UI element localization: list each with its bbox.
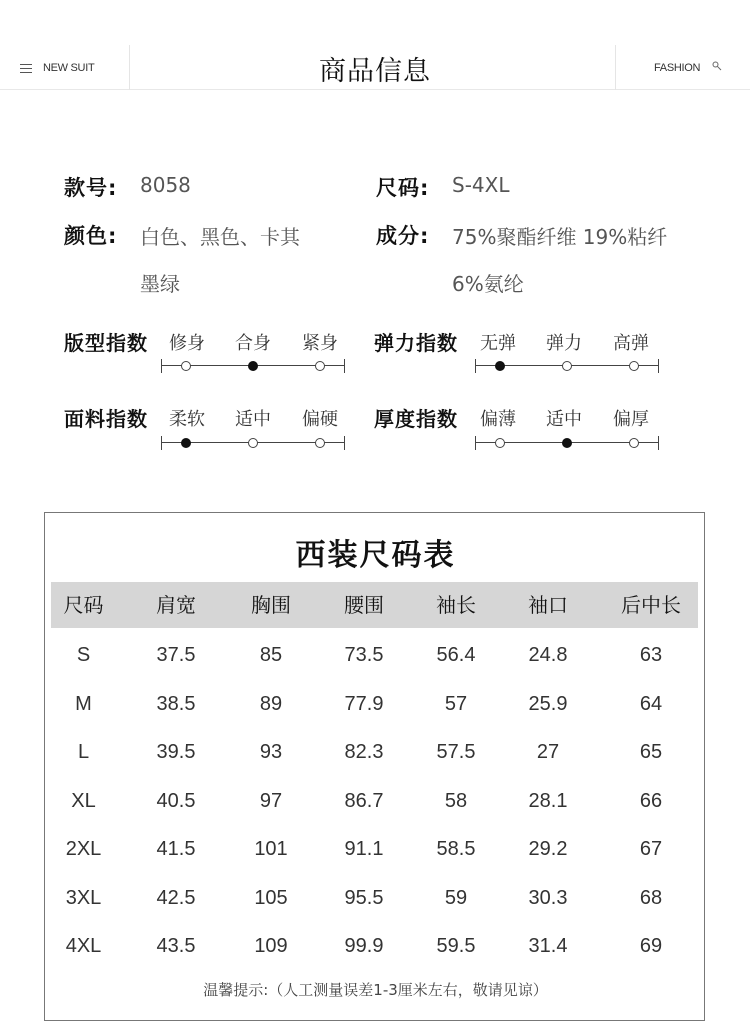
scale-dot [315, 438, 325, 448]
table-header-cell: 肩宽 [156, 593, 196, 617]
table-header-cell: 尺码 [63, 593, 104, 617]
table-cell: 37.5 [156, 644, 196, 666]
table-title: 西装尺码表 [295, 538, 456, 573]
index-option: 柔软 [169, 409, 205, 430]
table-cell: 56.4 [436, 644, 476, 666]
material-label: 成分: [376, 224, 430, 248]
scale-dot [629, 438, 639, 448]
table-cell: 69 [639, 935, 663, 957]
table-cell: 30.3 [528, 886, 568, 909]
index-scale [161, 359, 345, 373]
table-cell: 4XL [65, 935, 102, 957]
table-cell: XL [71, 789, 96, 812]
table-cell: 109 [254, 935, 288, 957]
table-row [51, 922, 698, 970]
header-right-label[interactable]: FASHION [654, 62, 701, 74]
table-cell: 28.1 [528, 789, 568, 812]
header-right-nav[interactable] [615, 45, 750, 90]
table-row [51, 874, 698, 922]
index-option: 偏硬 [302, 409, 338, 430]
index-option: 高弹 [613, 333, 649, 354]
scale-dot [495, 438, 505, 448]
table-header-cell: 腰围 [344, 593, 384, 617]
table-cell: 40.5 [156, 789, 196, 812]
table-cell: 93 [259, 741, 283, 763]
scale-dot [181, 438, 191, 448]
table-cell: 66 [639, 789, 663, 812]
table-header-cell: 胸围 [251, 593, 291, 617]
index-title: 厚度指数 [374, 407, 458, 431]
scale-dot [248, 438, 258, 448]
index-option: 无弹 [480, 333, 516, 354]
table-cell: 57 [444, 692, 468, 715]
table-cell: 25.9 [528, 692, 568, 715]
scale-dot [181, 361, 191, 371]
table-cell: 86.7 [344, 789, 384, 812]
scale-dot [562, 361, 572, 371]
table-header-cell: 袖口 [528, 593, 568, 617]
table-cell: 27 [536, 741, 560, 763]
table-row [51, 825, 698, 873]
table-cell: 59 [444, 886, 468, 909]
table-cell: 73.5 [344, 644, 384, 666]
table-cell: 3XL [65, 886, 102, 909]
index-option: 紧身 [302, 333, 338, 354]
table-cell: 91.1 [344, 838, 384, 860]
table-cell: 99.9 [344, 935, 384, 957]
table-header-cell: 袖长 [436, 593, 476, 617]
index-scale [475, 359, 659, 373]
index-option: 适中 [235, 409, 271, 430]
header-left-label[interactable]: NEW SUIT [43, 62, 95, 74]
color-value-cont: 墨绿 [140, 272, 180, 296]
index-option: 偏厚 [613, 409, 649, 430]
index-title: 版型指数 [64, 331, 148, 355]
table-footnote: 温馨提示:（人工测量误差1-3厘米左右，敬请见谅） [203, 981, 548, 999]
index-scale [161, 436, 345, 450]
index-option: 修身 [169, 333, 205, 354]
table-cell: 24.8 [528, 644, 568, 666]
index-option: 适中 [546, 409, 582, 430]
color-label: 颜色: [64, 224, 118, 248]
table-cell: 59.5 [436, 935, 476, 957]
table-cell: 65 [639, 741, 663, 763]
table-row [51, 777, 698, 825]
table-row [51, 631, 698, 679]
table-cell: 85 [259, 644, 283, 666]
table-cell: 67 [639, 838, 663, 860]
table-header-row [51, 582, 698, 628]
index-option: 合身 [235, 333, 271, 354]
table-cell: 41.5 [156, 838, 196, 860]
table-row [51, 728, 698, 776]
scale-dot [562, 438, 572, 448]
table-cell: 95.5 [344, 886, 384, 909]
table-cell: 31.4 [528, 935, 568, 957]
color-value: 白色、黑色、卡其 [140, 225, 300, 249]
table-cell: 101 [254, 838, 288, 860]
size-label: 尺码: [376, 176, 430, 200]
table-cell: 42.5 [156, 886, 196, 909]
table-header-cell: 后中长 [621, 593, 681, 617]
search-icon[interactable] [712, 61, 722, 71]
table-cell: 57.5 [436, 741, 476, 763]
scale-dot [495, 361, 505, 371]
index-option: 偏薄 [480, 409, 516, 430]
table-cell: 105 [254, 886, 288, 909]
table-cell: 39.5 [156, 741, 196, 763]
material-value-cont: 6%氨纶 [452, 272, 524, 296]
table-cell: 2XL [65, 838, 102, 860]
model-label: 款号: [64, 176, 118, 200]
index-title: 弹力指数 [374, 331, 458, 355]
table-cell: 77.9 [344, 692, 384, 715]
page-header [0, 45, 750, 90]
table-cell: L [77, 741, 90, 763]
page-title: 商品信息 [319, 56, 431, 87]
index-title: 面料指数 [64, 407, 148, 431]
table-cell: M [75, 692, 92, 715]
table-cell: 43.5 [156, 935, 196, 957]
table-cell: 82.3 [344, 741, 384, 763]
table-cell: 68 [639, 886, 663, 909]
table-cell: S [76, 644, 91, 666]
scale-dot [248, 361, 258, 371]
table-cell: 29.2 [528, 838, 568, 860]
index-scale [475, 436, 659, 450]
size-table [44, 512, 705, 1021]
table-cell: 63 [639, 644, 663, 666]
table-cell: 64 [639, 692, 663, 715]
table-row [51, 680, 698, 728]
table-cell: 89 [259, 692, 283, 715]
material-value: 75%聚酯纤维 19%粘纤 [452, 225, 668, 249]
table-cell: 38.5 [156, 692, 196, 715]
table-cell: 58 [444, 789, 468, 812]
table-cell: 58.5 [436, 838, 476, 860]
scale-dot [315, 361, 325, 371]
model-value: 8058 [140, 173, 191, 197]
index-option: 弹力 [546, 333, 582, 354]
scale-dot [629, 361, 639, 371]
size-value: S-4XL [452, 173, 510, 197]
table-cell: 97 [259, 789, 283, 812]
